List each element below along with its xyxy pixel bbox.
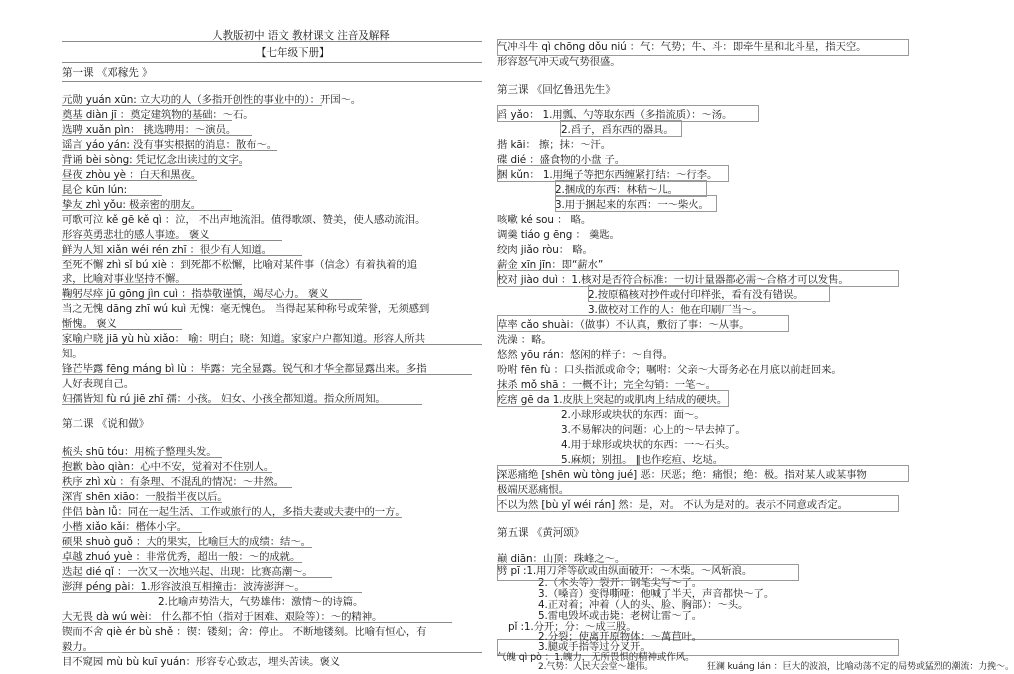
rule-line — [62, 457, 222, 458]
entry-line: 大无畏 dà wú wèi： 什么都不怕（指对于困难、艰险等）：～的精神。 — [62, 611, 383, 623]
entry-line: 2.按原稿核对抄件或付印样张，看有没有错误。 — [588, 289, 804, 301]
table-cell-box — [497, 465, 909, 482]
entry-line: 疙瘩 gē da 1.皮肤上突起的或肌肉上结成的硬块。 — [497, 394, 728, 406]
entry-line: 背诵 bèi sòng: 凭记忆念出读过的文字。 — [62, 154, 249, 166]
entry-line: 揩 kāi： 擦；抹：～汗。 — [497, 139, 611, 151]
table-cell-box — [497, 564, 799, 581]
entry-line: 调羹 tiáo g ēng ： 羹匙。 — [497, 229, 620, 241]
table-cell-box — [497, 495, 899, 512]
table-cell-box — [497, 390, 729, 407]
entry-line: 4.正对着；冲着（人的头、脸、胸部）：～头。 — [538, 599, 749, 611]
rule-line — [62, 180, 197, 181]
rule-line — [62, 150, 277, 151]
entry-line: 2.（木头等）裂开：钢笔尖写～了。 — [538, 577, 703, 589]
rule-line — [62, 210, 232, 211]
entry-line: 舀 yǎo： 1.用瓢、勺等取东西（多指流质）：～汤。 — [497, 109, 733, 121]
document-title: 人教版初中 语文 教材课文 注音及解释 — [212, 30, 390, 42]
entry-line: 卓越 zhuó yuè ：非常优秀，超出一般：～的成就。 — [62, 551, 301, 563]
rule-line — [62, 562, 302, 563]
entry-line: 惭愧。 褒义 — [62, 318, 117, 330]
entry-line: 目不窥园 mù bù kuī yuán：形容专心致志，埋头苦读。褒义 — [62, 656, 340, 668]
table-cell-box — [560, 120, 682, 137]
entry-line: 家喻户晓 jiā yù hù xiǎo： 喻：明白；晓：知道。家家户户都知道。形容人所共 — [62, 333, 425, 345]
entry-line: 元勋 yuán xūn: 立大功的人（多指开创性的事业中的）：开国～。 — [62, 94, 362, 106]
entry-line: 形容英勇悲壮的感人事迹。 褒义 — [62, 229, 210, 241]
entry-line: 校对 jiào duì ：1.核对是否符合标准：一切计量器都必需～合格才可以发售。 — [497, 274, 849, 286]
entry-line: 3.做校对工作的人：他在印刷厂当～。 — [588, 304, 763, 316]
rule-line — [62, 502, 222, 503]
entry-line: 2.比喻声势浩大，气势雄伟：激情～的诗篇。 — [158, 596, 364, 608]
entry-line: 昆仑 kūn lún: — [62, 184, 128, 196]
entry-line: 极端厌恶痛恨。 — [497, 484, 570, 496]
rule-line — [62, 41, 482, 42]
entry-line: 秩序 zhì xù ：有条理、不混乱的情况：～井然。 — [62, 476, 284, 488]
rule-line — [62, 299, 362, 300]
entry-line: 当之无愧 dāng zhī wú kuì 无愧：毫无愧色。 当得起某种称号或荣誉，无须感到 — [62, 303, 430, 315]
entry-line: 梳头 shū tóu：用梳子整理头发。 — [62, 446, 217, 458]
entry-line: 人好表现自己。 — [62, 378, 135, 390]
entry-line: 挚友 zhì yǒu: 极亲密的朋友。 — [62, 199, 202, 211]
rule-line — [62, 329, 182, 330]
entry-line: 奠基 diàn jī ：奠定建筑物的基础：～石。 — [62, 109, 254, 121]
rule-line — [62, 62, 482, 63]
lesson-5-heading: 第五课 《黄河颂》 — [497, 527, 585, 539]
lesson-3-heading: 第三课 《回忆鲁迅先生》 — [497, 84, 616, 96]
grade-heading: 【七年级下册】 — [256, 47, 330, 59]
entry-line: 薪金 xīn jīn：即“薪水” — [497, 259, 604, 271]
rule-line — [62, 135, 252, 136]
entry-line: 气魄 qì pò ：1.魄力，无所畏惧的精神或作风。 — [497, 652, 695, 663]
entry-line: 伴侣 bàn lǚ：同在一起生活、工作或旅行的人，多指夫妻或夫妻中的一方。 — [62, 506, 406, 518]
table-cell-box — [588, 285, 830, 302]
rule-line — [62, 344, 482, 345]
entry-line: 可歌可泣 kě gē kě qì ：泣， 不出声地流泪。值得歌颂、赞美，使人感动流泪。 — [62, 214, 426, 226]
entry-line: 咳嗽 ké sou ： 略。 — [497, 214, 592, 226]
entry-line: 巅 diān：山顶：珠峰之～。 — [497, 553, 626, 565]
rule-line — [62, 284, 242, 285]
rule-line — [62, 105, 322, 106]
entry-line: 澎湃 péng pài：1.形容波浪互相撞击：波涛澎湃～。 — [62, 581, 305, 593]
entry-line: pǐ :1.分开；分：～成三股。 — [508, 621, 637, 633]
entry-line: 毅力。 — [62, 641, 93, 653]
entry-line: 深宵 shēn xiāo：一般指半夜以后。 — [62, 491, 228, 503]
entry-line: 3.（嗓音）变得嘶哑：他喊了半天，声音都快～了。 — [538, 588, 775, 600]
rule-line — [62, 592, 362, 593]
entry-line: 4.用于球形或块状的东西：一～石头。 — [561, 439, 736, 451]
rule-line — [62, 240, 282, 241]
rule-line — [62, 622, 452, 623]
rule-line — [62, 120, 232, 121]
entry-line: 求，比喻对事业坚持不懈。 — [62, 273, 186, 285]
rule-line — [62, 404, 422, 405]
entry-line: 深恶痛绝 [shēn wù tòng jué] 恶：厌恶；绝：痛恨；绝：极。指对某人或某事物 — [497, 469, 867, 481]
entry-line: 选聘 xuǎn pìn： 挑选聘用：～演员。 — [62, 124, 237, 136]
entry-line: 不以为然 [bù yǐ wéi rán] 然：是，对。 不认为是对的。表示不同意或否定。 — [497, 499, 848, 511]
entry-line: 绞肉 jiǎo ròu： 略。 — [497, 244, 593, 256]
table-cell-box — [497, 39, 909, 56]
entry-line: 吩咐 fēn fù ：口头指派或命令；嘱咐：父亲～大哥务必在月底以前赶回来。 — [497, 364, 842, 376]
entry-line: 2.舀子，舀东西的器具。 — [561, 124, 674, 136]
rule-line — [62, 165, 242, 166]
rule-line — [62, 517, 402, 518]
rule-line — [62, 532, 202, 533]
rule-line — [62, 81, 482, 82]
entry-line: 2.气势：人民大会堂～雄伟。 — [538, 662, 654, 672]
entry-line: 草率 cǎo shuài：（做事）不认真，敷衍了事：～从事。 — [497, 319, 750, 331]
entry-line: 抹杀 mǒ shā ：一概不计；完全勾销：一笔～。 — [497, 379, 716, 391]
rule-line — [62, 577, 332, 578]
table-cell-box — [497, 315, 789, 332]
entry-line: 锲而不舍 qiè ér bù shě ：锲：镂刻；舍：停止。 不断地镂刻。比喻有恒心，有 — [62, 626, 427, 638]
entry-line: 捆 kǔn： 1.用绳子等把东西缠紧打结：～行李。 — [497, 169, 718, 181]
entry-line: 3.腿或手指等过分叉开。 — [538, 641, 651, 653]
entry-line: 谣言 yáo yán: 没有事实根据的消息：散布～。 — [62, 139, 278, 151]
entry-line: 2.分裂；使离开原物体：～萬苣叶。 — [538, 631, 703, 643]
lesson-1-heading: 第一课 《邓稼先 》 — [62, 67, 153, 79]
entry-line: 妇孺皆知 fù rú jiē zhī 孺：小孩。 妇女、小孩全都知道。指众所周知。 — [62, 393, 386, 405]
entry-line: 5.雷电毁坏或击毙：老树让雷～了。 — [538, 610, 703, 622]
entry-line: 3.不易解决的问题：心上的～早去掉了。 — [561, 424, 746, 436]
entry-line: 锋芒毕露 fēng máng bì lù ：毕露：完全显露。锐气和才华全都显露出来。多指 — [62, 363, 427, 375]
entry-line: 劈 pī :1.用刀斧等砍或由纵面破开：～木柴。～风斩浪。 — [497, 565, 753, 577]
entry-line: 昼夜 zhòu yè ：白天和黑夜。 — [62, 169, 202, 181]
entry-line: 2.小球形或块状的东西：面～。 — [561, 409, 705, 421]
entry-line: 5.麻烦；别扭。 ‖也作疙疸、圪垯。 — [561, 454, 724, 466]
rule-line — [62, 374, 472, 375]
rule-line — [62, 487, 292, 488]
rule-line — [62, 255, 302, 256]
entry-line: 2.捆成的东西：林秸～儿。 — [555, 184, 678, 196]
rule-line — [62, 472, 272, 473]
entry-line: 洗澡 ：略。 — [497, 334, 552, 346]
rule-line — [62, 547, 312, 548]
rule-line — [62, 652, 482, 653]
entry-line: 迭起 dié qǐ ：一次又一次地兴起、出现：比赛高潮～。 — [62, 566, 313, 578]
entry-line: 3.用于捆起来的东西：一～柴火。 — [555, 199, 709, 211]
entry-line: 悠然 yōu rán：悠闲的样子：～自得。 — [497, 349, 673, 361]
entry-line: 抱歉 bào qiàn：心中不安，觉着对不住别人。 — [62, 461, 275, 473]
entry-line: 硕果 shuò guǒ ：大的果实，比喻巨大的成绩：结～。 — [62, 536, 311, 548]
entry-line: 小楷 xiǎo kǎi：楷体小字。 — [62, 521, 188, 533]
entry-line: 知。 — [62, 348, 83, 360]
entry-line: 碟 dié ：盛食物的小盘 子。 — [497, 154, 626, 166]
lesson-2-heading: 第二课 《说和做》 — [62, 418, 150, 430]
entry-line: 鞠躬尽瘁 jū gōng jìn cuì ：指恭敬谨慎，竭尽心力。 褒义 — [62, 288, 329, 300]
rule-line — [62, 195, 162, 196]
entry-line: 狂澜 kuáng lán ：巨大的波浪，比喻动荡不定的局势或猛烈的潮流：力挽～。 — [707, 662, 1014, 672]
entry-line: 气冲斗牛 qì chōng dǒu niú ：气：气势；牛、斗：即牵牛星和北斗星，指天空。 — [497, 41, 867, 53]
entry-line: 至死不懈 zhì sǐ bú xiè ：到死都不松懈，比喻对某件事（信念）有着执着的追 — [62, 259, 417, 271]
entry-line: 鲜为人知 xiǎn wéi rén zhī ：很少有人知道。 — [62, 244, 272, 256]
table-cell-box — [555, 195, 717, 212]
entry-line: 形容怒气冲天或气势很盛。 — [497, 56, 621, 68]
